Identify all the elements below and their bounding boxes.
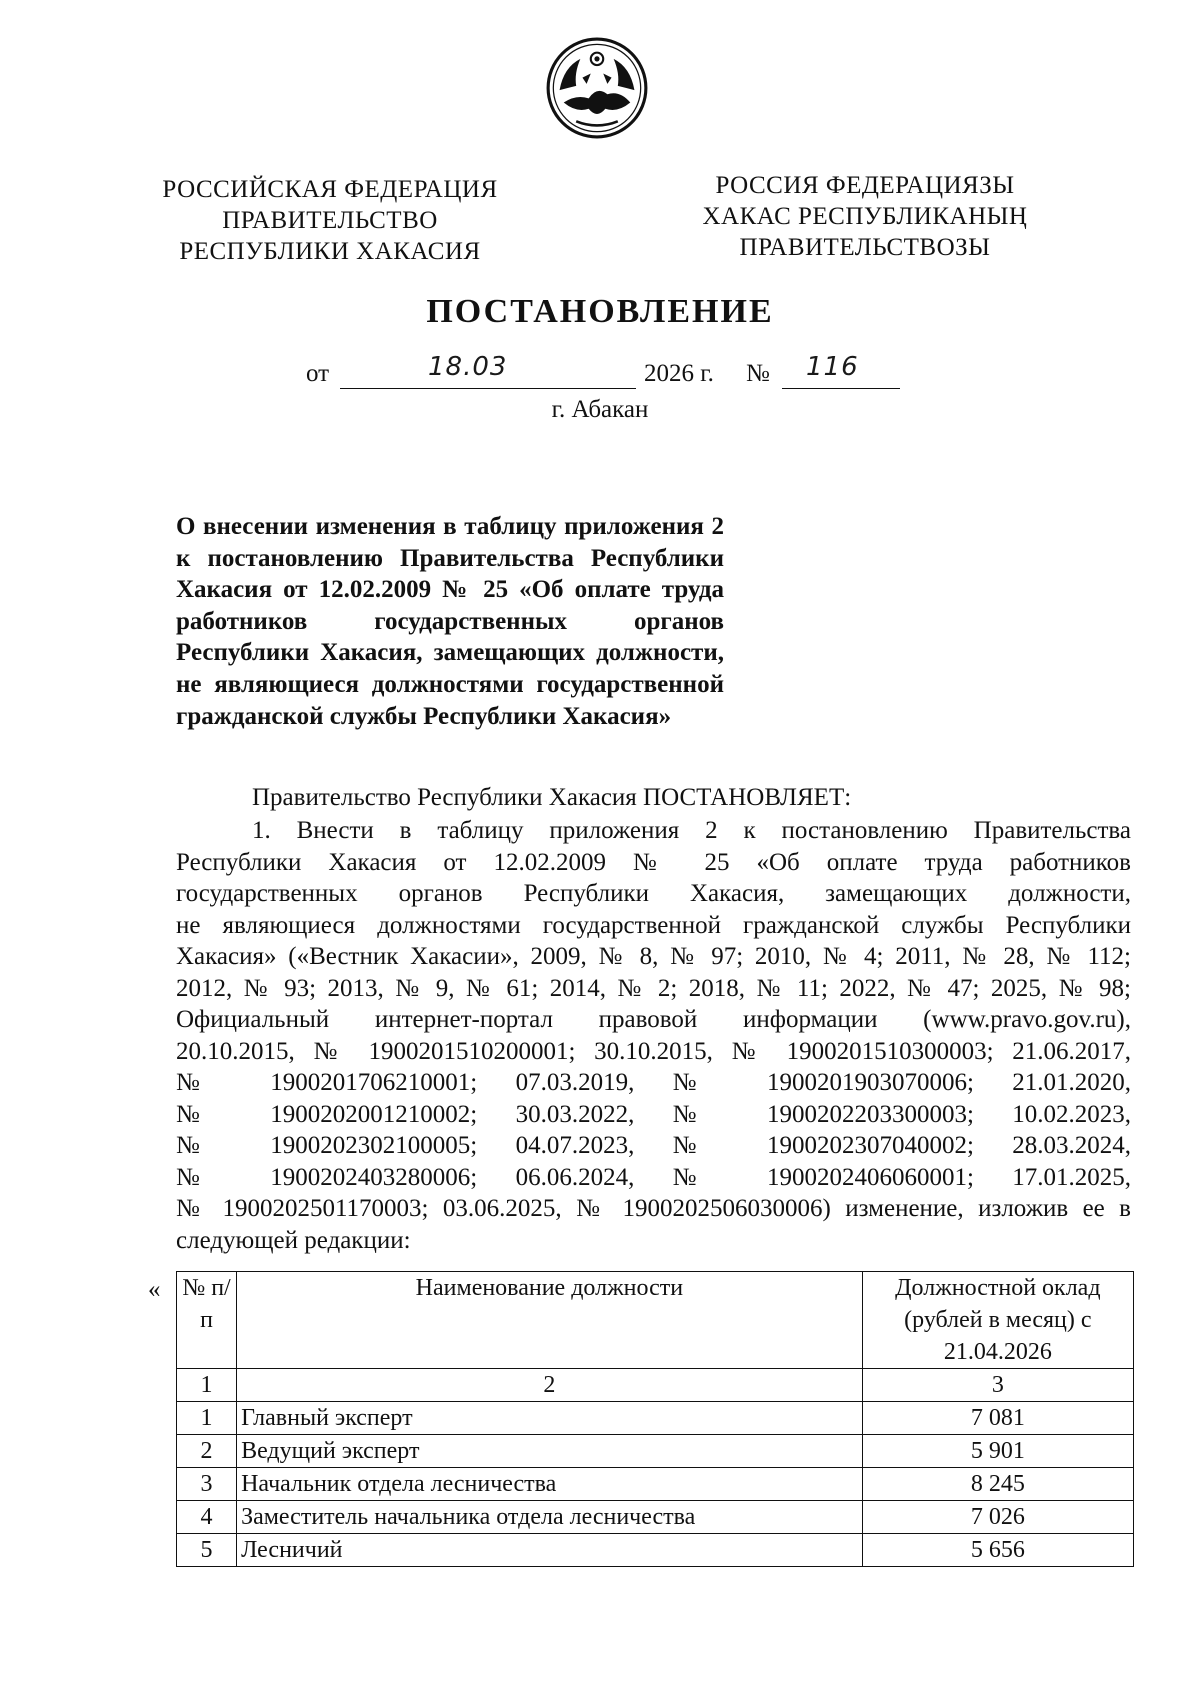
row-position: Заместитель начальника отдела лесничества [237, 1501, 863, 1534]
table-row [177, 1435, 1134, 1468]
subject-line: Хакасия от 12.02.2009 № 25 «Об оплате труда [176, 576, 724, 604]
table-row [177, 1501, 1134, 1534]
row-number: 1 [177, 1402, 237, 1435]
subject-line: работников государственных органов [176, 607, 724, 635]
date-year: 2026 г. [644, 360, 714, 387]
row-salary: 7 081 [862, 1402, 1133, 1435]
body-line: 20.10.2015, № 1900201510200001; 30.10.2015, № 1900201510300003; 21.06.2017, [176, 1037, 1131, 1065]
date-from-label: от [306, 360, 330, 387]
table-header-row [177, 1272, 1134, 1369]
body-line: № 1900201706210001; 07.03.2019, № 1900201903070006; 21.01.2020, [176, 1069, 1131, 1096]
row-position: Главный эксперт [237, 1402, 863, 1435]
body-line: № 1900202302100005; 04.07.2023, № 1900202307040002; 28.03.2024, [176, 1132, 1131, 1159]
subject-line: к постановлению Правительства Республики [176, 544, 724, 572]
header-right [680, 170, 1050, 263]
body-line: № 1900202403280006; 06.06.2024, № 1900202406060001; 17.01.2025, [176, 1163, 1131, 1191]
opening-quote: « [148, 1276, 161, 1303]
row-number: 4 [177, 1501, 237, 1534]
table-row [177, 1534, 1134, 1567]
row-number: 5 [177, 1534, 237, 1567]
column-number-row [177, 1369, 1134, 1402]
header-right-line-2: ХАКАС РЕСПУБЛИКАНЫҢ [702, 203, 1028, 230]
row-salary: 8 245 [862, 1468, 1133, 1501]
row-salary: 5 901 [862, 1435, 1133, 1468]
body-line: № 1900202501170003; 03.06.2025, № 1900202506030006) изменение, изложив ее в [176, 1195, 1131, 1222]
subject-line: О внесении изменения в таблицу приложения 2 [176, 513, 724, 540]
header-left-line-1: РОССИЙСКАЯ ФЕДЕРАЦИЯ [162, 176, 498, 203]
coat-of-arms-emblem [545, 36, 649, 140]
header-position: Наименование должности [237, 1272, 863, 1369]
row-number: 3 [177, 1468, 237, 1501]
table-row [177, 1402, 1134, 1435]
header-number: № п/п [177, 1272, 237, 1369]
subject-line: гражданской службы Республики Хакасия» [176, 702, 672, 730]
body-line: не являющиеся должностями государственной гражданской службы Республики [176, 911, 1131, 939]
salary-table [176, 1271, 1134, 1567]
handwritten-number: 116 [806, 352, 859, 382]
city: г. Абакан [551, 396, 649, 423]
subject-line: Республики Хакасия, замещающих должности, [176, 639, 724, 667]
column-number: 2 [237, 1369, 863, 1402]
body-line: 2012, № 93; 2013, № 9, № 61; 2014, № 2; 2018, № 11; 2022, № 47; 2025, № 98; [176, 974, 1131, 1002]
body-line: Республики Хакасия от 12.02.2009 № 25 «Об оплате труда работников [176, 848, 1131, 876]
row-salary: 7 026 [862, 1501, 1133, 1534]
header-left [140, 174, 520, 267]
body-line: следующей редакции: [176, 1226, 411, 1254]
document-title: ПОСТАНОВЛЕНИЕ [426, 293, 774, 330]
body-line: Хакасия» («Вестник Хакасии», 2009, № 8, № 97; 2010, № 4; 2011, № 28, № 112; [176, 943, 1131, 970]
header-left-line-2: ПРАВИТЕЛЬСТВО [222, 207, 438, 234]
column-number: 3 [862, 1369, 1133, 1402]
row-position: Ведущий эксперт [237, 1435, 863, 1468]
body-paragraph [176, 815, 1131, 1256]
row-position: Начальник отдела лесничества [237, 1468, 863, 1501]
table-row [177, 1468, 1134, 1501]
subject-line: не являющиеся должностями государственной [176, 670, 724, 698]
handwritten-date: 18.03 [428, 352, 508, 382]
number-label: № [746, 360, 770, 387]
subject-block [176, 511, 724, 732]
row-salary: 5 656 [862, 1534, 1133, 1567]
header-right-line-3: ПРАВИТЕЛЬСТВОЗЫ [739, 234, 991, 261]
row-number: 2 [177, 1435, 237, 1468]
header-left-line-3: РЕСПУБЛИКИ ХАКАСИЯ [179, 238, 481, 265]
header-right-line-1: РОССИЯ ФЕДЕРАЦИЯЗЫ [715, 172, 1015, 199]
column-number: 1 [177, 1369, 237, 1402]
body-line: 1. Внести в таблицу приложения 2 к постановлению Правительства [252, 817, 1131, 844]
body-line: Официальный интернет-портал правовой информации (www.pravo.gov.ru), [176, 1006, 1131, 1033]
header-salary: Должностной оклад (рублей в месяц) с 21.04.2026 [862, 1272, 1133, 1369]
row-position: Лесничий [237, 1534, 863, 1567]
body-line: № 1900202001210002; 30.03.2022, № 1900202203300003; 10.02.2023, [176, 1100, 1131, 1128]
body-lead: Правительство Республики Хакасия ПОСТАНОВЛЯЕТ: [252, 784, 852, 811]
body-line: государственных органов Республики Хакасия, замещающих должности, [176, 880, 1131, 907]
